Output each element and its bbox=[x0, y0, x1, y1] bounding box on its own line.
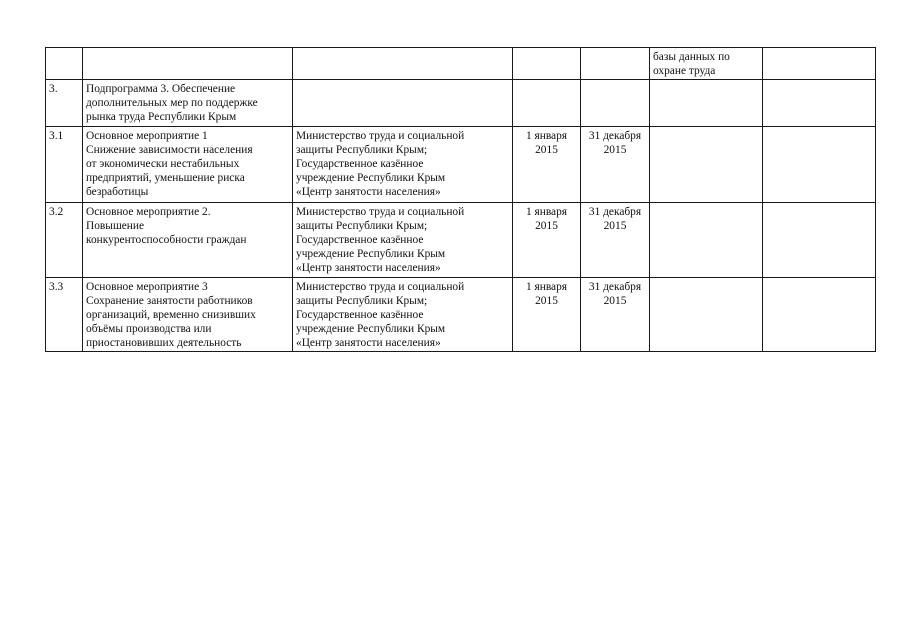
start-date-cell bbox=[513, 278, 581, 352]
executor-cell bbox=[293, 48, 513, 80]
executor-cell bbox=[293, 80, 513, 127]
measures-table bbox=[45, 47, 876, 352]
table-row bbox=[46, 48, 876, 80]
cell-text-line: защиты Республики Крым; bbox=[296, 295, 428, 307]
measure-name-cell bbox=[83, 80, 293, 127]
executor-cell bbox=[293, 203, 513, 278]
note-cell bbox=[763, 127, 876, 203]
cell-text-line: безработицы bbox=[86, 186, 149, 198]
cell-text-line: учреждение Республики Крым bbox=[296, 323, 446, 335]
measure-name-cell bbox=[83, 127, 293, 203]
cell-text-line: дополнительных мер по поддержке bbox=[86, 97, 258, 109]
note-cell bbox=[763, 203, 876, 278]
cell-text-line: конкурентоспособности граждан bbox=[86, 234, 247, 246]
cell-text-line: объёмы производства или bbox=[86, 323, 212, 335]
cell-text-line: 2015 bbox=[535, 220, 558, 232]
end-date-cell bbox=[581, 48, 650, 80]
cell-text-line: 1 января bbox=[525, 130, 568, 142]
cell-text-line: защиты Республики Крым; bbox=[296, 144, 428, 156]
expected-result-cell bbox=[650, 203, 763, 278]
cell-text-line: базы данных по bbox=[653, 51, 730, 63]
measure-name-cell bbox=[83, 48, 293, 80]
cell-text-line: 31 декабря bbox=[588, 130, 642, 142]
start-date-cell bbox=[513, 127, 581, 203]
cell-text-line: Основное мероприятие 2. bbox=[86, 206, 211, 218]
cell-text-line: Основное мероприятие 3 bbox=[86, 281, 208, 293]
table-body bbox=[46, 48, 876, 352]
start-date-cell bbox=[513, 80, 581, 127]
end-date-cell bbox=[581, 127, 650, 203]
cell-text-line: Подпрограмма 3. Обеспечение bbox=[86, 83, 236, 95]
row-number-cell bbox=[46, 278, 83, 352]
executor-cell bbox=[293, 278, 513, 352]
cell-text-line: «Центр занятости населения» bbox=[296, 186, 441, 198]
cell-text-line: учреждение Республики Крым bbox=[296, 172, 446, 184]
end-date-cell bbox=[581, 80, 650, 127]
table-row bbox=[46, 127, 876, 203]
cell-text-line: Государственное казённое bbox=[296, 234, 424, 246]
cell-text: 3. bbox=[49, 83, 58, 95]
cell-text-line: Государственное казённое bbox=[296, 309, 424, 321]
cell-text-line: «Центр занятости населения» bbox=[296, 262, 441, 274]
cell-text-line: 1 января bbox=[525, 206, 568, 218]
cell-text-line: Сохранение занятости работников bbox=[86, 295, 253, 307]
row-number-cell bbox=[46, 127, 83, 203]
executor-cell bbox=[293, 127, 513, 203]
cell-text-line: 1 января bbox=[525, 281, 568, 293]
table-row bbox=[46, 203, 876, 278]
cell-text-line: 2015 bbox=[535, 144, 558, 156]
cell-text-line: рынка труда Республики Крым bbox=[86, 111, 237, 123]
cell-text-line: 31 декабря bbox=[588, 206, 642, 218]
cell-text-line: 31 декабря bbox=[588, 281, 642, 293]
cell-text-line: «Центр занятости населения» bbox=[296, 337, 441, 349]
cell-text-line: от экономически нестабильных bbox=[86, 158, 240, 170]
note-cell bbox=[763, 278, 876, 352]
measure-name-cell bbox=[83, 203, 293, 278]
note-cell bbox=[763, 80, 876, 127]
cell-text: 3.2 bbox=[49, 206, 64, 218]
end-date-cell bbox=[581, 203, 650, 278]
start-date-cell bbox=[513, 203, 581, 278]
cell-text-line: Министерство труда и социальной bbox=[296, 130, 465, 142]
cell-text-line: Министерство труда и социальной bbox=[296, 206, 465, 218]
cell-text-line: Государственное казённое bbox=[296, 158, 424, 170]
cell-text: 3.1 bbox=[49, 130, 64, 142]
cell-text-line: Снижение зависимости населения bbox=[86, 144, 253, 156]
cell-text-line: 2015 bbox=[535, 295, 558, 307]
row-number-cell bbox=[46, 80, 83, 127]
cell-text-line: 2015 bbox=[603, 144, 627, 156]
cell-text-line: приостановивших деятельность bbox=[86, 337, 242, 349]
cell-text-line: Повышение bbox=[86, 220, 145, 232]
expected-result-cell bbox=[650, 278, 763, 352]
row-number-cell bbox=[46, 203, 83, 278]
note-cell bbox=[763, 48, 876, 80]
expected-result-cell bbox=[650, 48, 763, 80]
cell-text-line: защиты Республики Крым; bbox=[296, 220, 428, 232]
end-date-cell bbox=[581, 278, 650, 352]
cell-text-line: организаций, временно снизивших bbox=[86, 309, 256, 321]
expected-result-cell bbox=[650, 127, 763, 203]
expected-result-cell bbox=[650, 80, 763, 127]
cell-text-line: 2015 bbox=[603, 295, 627, 307]
cell-text-line: 2015 bbox=[603, 220, 627, 232]
table-row bbox=[46, 278, 876, 352]
row-number-cell bbox=[46, 48, 83, 80]
cell-text-line: учреждение Республики Крым bbox=[296, 248, 446, 260]
cell-text: 3.3 bbox=[49, 281, 64, 293]
cell-text-line: охране труда bbox=[653, 65, 716, 77]
measure-name-cell bbox=[83, 278, 293, 352]
start-date-cell bbox=[513, 48, 581, 80]
cell-text-line: предприятий, уменьшение риска bbox=[86, 172, 245, 184]
cell-text-line: Основное мероприятие 1 bbox=[86, 130, 208, 142]
table-row bbox=[46, 80, 876, 127]
cell-text-line: Министерство труда и социальной bbox=[296, 281, 465, 293]
